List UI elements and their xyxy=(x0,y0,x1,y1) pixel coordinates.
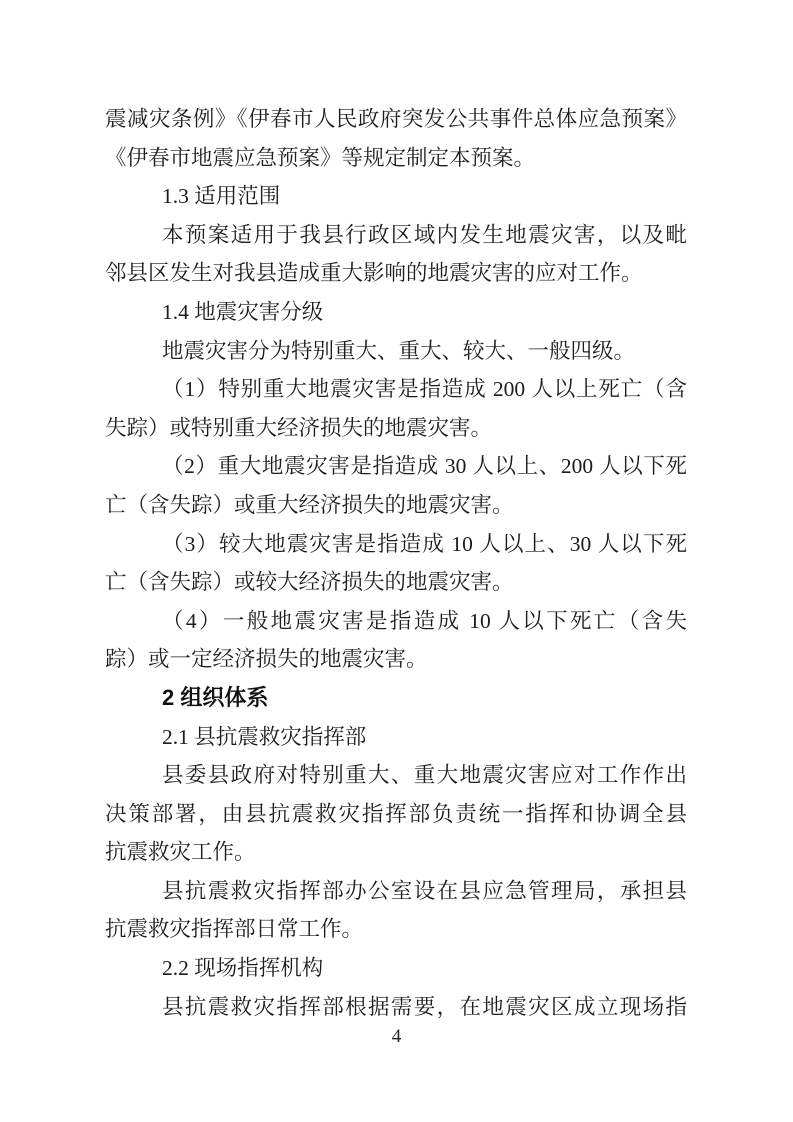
page-content xyxy=(105,100,687,1026)
text-line: 本预案适用于我县行政区域内发生地震灾害，以及毗 xyxy=(162,222,687,247)
text-line: 震减灾条例》《伊春市人民政府突发公共事件总体应急预案》 xyxy=(105,107,687,131)
text-line: （3）较大地震灾害是指造成 10 人以上、30 人以下死 xyxy=(162,531,687,556)
text-line: （2）重大地震灾害是指造成 30 人以上、200 人以下死 xyxy=(162,454,687,479)
text-line: 县抗震救灾指挥部根据需要，在地震灾区成立现场指 xyxy=(162,994,687,1019)
subsection-heading: 1.3 适用范围 xyxy=(162,184,281,209)
text-line: 决策部署，由县抗震救灾指挥部负责统一指挥和协调全县 xyxy=(105,801,687,826)
text-line: 地震灾害分为特别重大、重大、较大、一般四级。 xyxy=(162,338,636,363)
subsection-heading: 2.1 县抗震救灾指挥部 xyxy=(162,724,367,749)
text-line: 县抗震救灾指挥部办公室设在县应急管理局，承担县 xyxy=(162,878,687,903)
text-line: 亡（含失踪）或较大经济损失的地震灾害。 xyxy=(105,570,514,595)
text-line: 《伊春市地震应急预案》等规定制定本预案。 xyxy=(105,145,536,170)
text-line: （1）特别重大地震灾害是指造成 200 人以上死亡（含 xyxy=(162,377,687,402)
page-number: 4 xyxy=(391,1026,402,1047)
text-line: 邻县区发生对我县造成重大影响的地震灾害的应对工作。 xyxy=(105,261,643,286)
text-line: 县委县政府对特别重大、重大地震灾害应对工作作出 xyxy=(162,763,687,788)
text-line: 抗震救灾工作。 xyxy=(105,840,256,865)
text-line: 抗震救灾指挥部日常工作。 xyxy=(105,917,364,942)
page-footer xyxy=(0,1026,793,1048)
subsection-heading: 1.4 地震灾害分级 xyxy=(162,299,324,324)
subsection-heading: 2.2 现场指挥机构 xyxy=(162,956,324,981)
text-line: 亡（含失踪）或重大经济损失的地震灾害。 xyxy=(105,492,514,517)
text-line: （4）一般地震灾害是指造成 10 人以下死亡（含失 xyxy=(162,608,687,633)
text-line: 踪）或一定经济损失的地震灾害。 xyxy=(105,647,428,672)
text-line: 失踪）或特别重大经济损失的地震灾害。 xyxy=(105,415,493,440)
section-heading: 2 组织体系 xyxy=(162,684,269,710)
